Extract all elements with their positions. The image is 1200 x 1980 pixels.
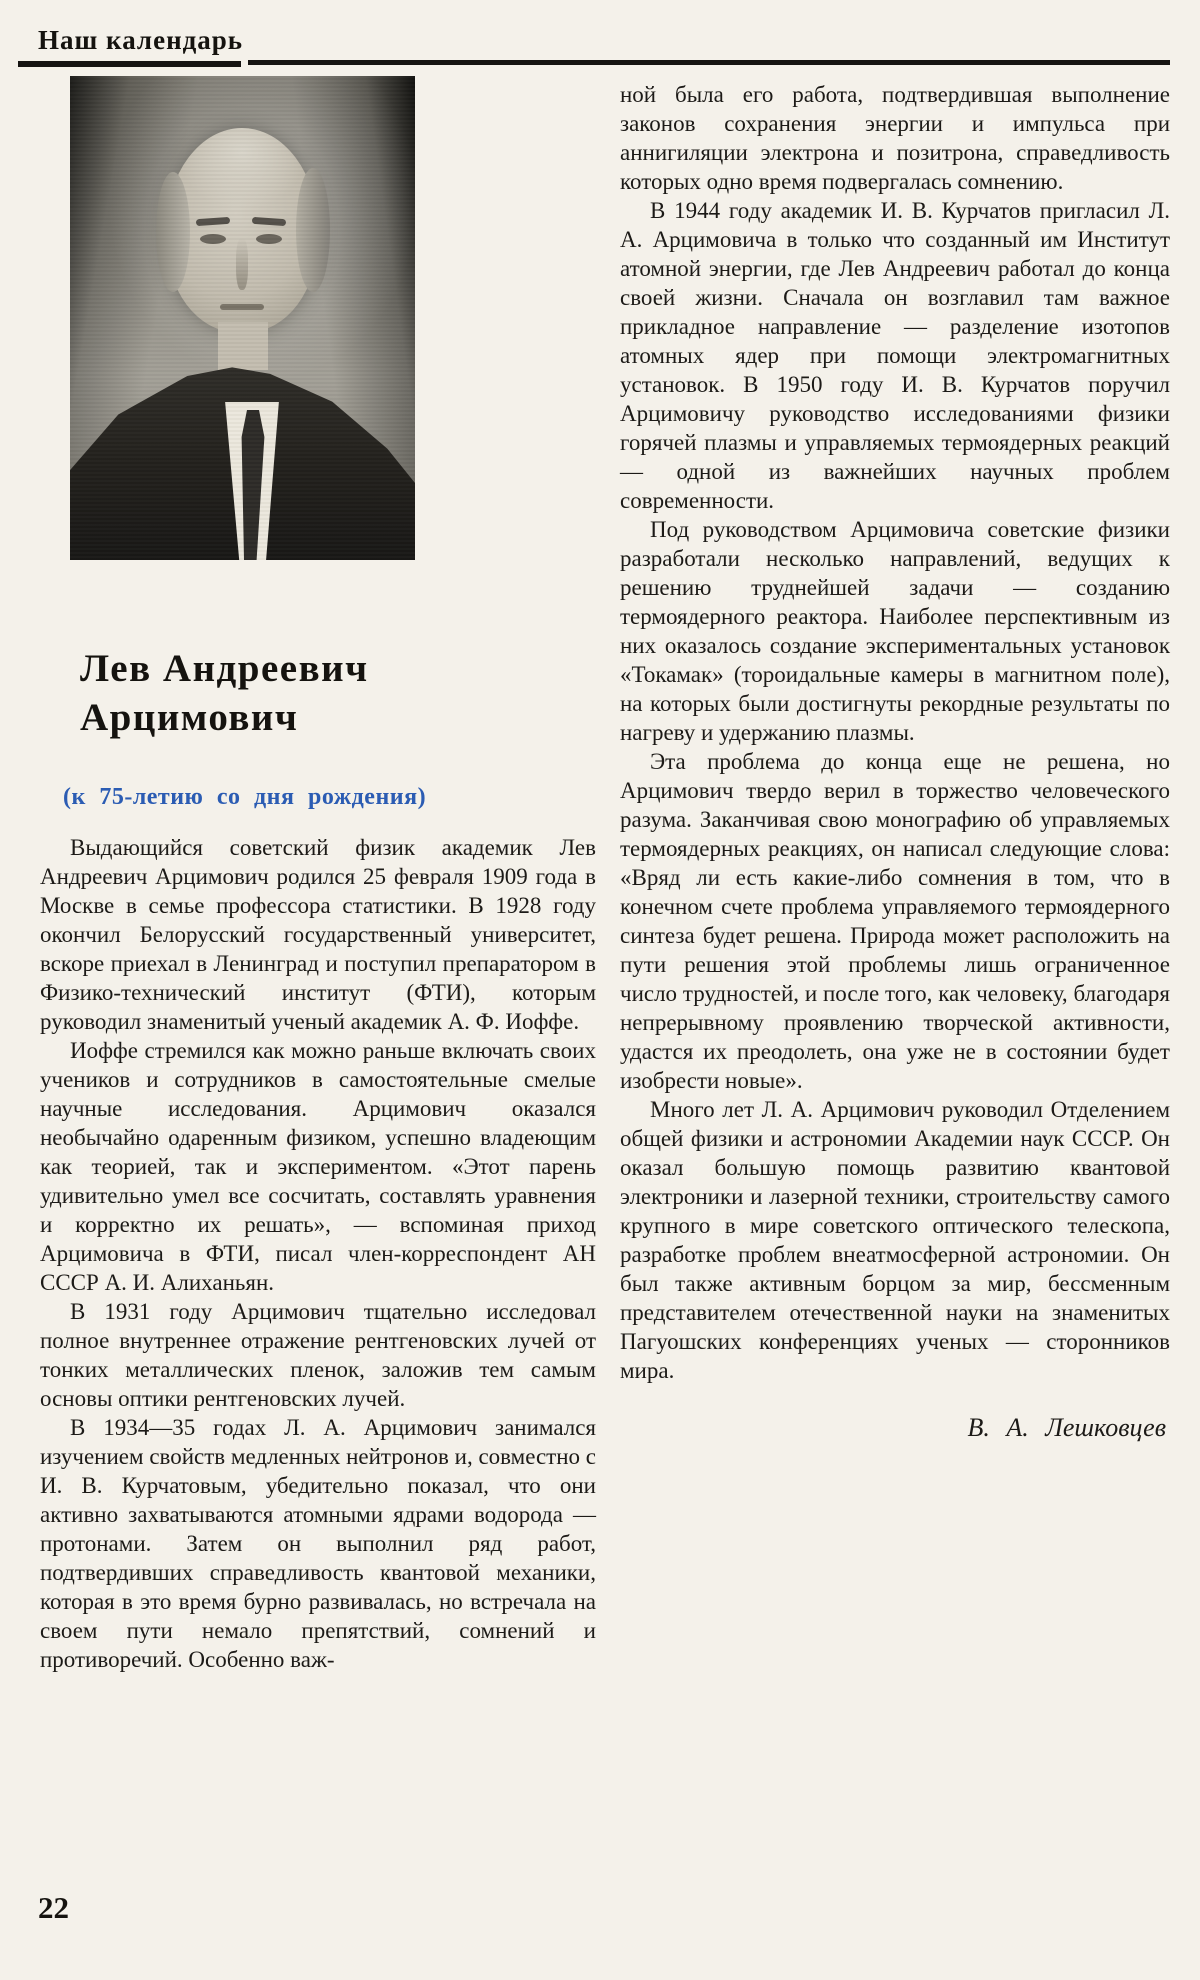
header-rule-right [248,60,1170,65]
header-rule-left [18,61,241,67]
article-title [80,644,369,742]
article-title-line1: Лев Андреевич [80,647,369,690]
paragraph: Под руководством Арцимовича советские физики разработали несколько направлений, ведущих к решению труднейшей задачи — созданию термоядерного реактора. Наиболее перспективным из них оказалось создание экспериментальных установок «Токамак» (тороидальные камеры в магнитном поле), на которых были достигнуты рекордные результаты по нагреву и удержанию плазмы. [620,517,1170,745]
paragraph: Иоффе стремился как можно раньше включать своих учеников и сотрудников в самостоятельные смелые научные исследования. Арцимович оказался необычайно одаренным физиком, успешно владеющим как теорией, так и экспериментом. «Этот парень удивительно умел все сосчитать, составлять уравнения и корректно их решать», — вспоминая приход Арцимовича в ФТИ, писал член-корреспондент АН СССР А. И. Алиханьян. [40,1038,596,1295]
article-subtitle: (к 75-летию со дня рождения) [63,784,427,810]
paragraph: Выдающийся советский физик академик Лев Андреевич Арцимович родился 25 февраля 1909 года в Москве в семье профессора статистики. В 1928 году окончил Белорусский государственный университет, вскоре приехал в Ленинград и поступил препаратором в Физико-технический институт (ФТИ), которым руководил знаменитый ученый академик А. Ф. Иоффе. [40,835,596,1034]
page-number: 22 [38,1890,69,1925]
photo-grain-texture [70,76,415,560]
paragraph: В 1931 году Арцимович тщательно исследовал полное внутреннее отражение рентгеновских лучей от тонких металлических пленок, заложив тем самым основы оптики рентгеновских лучей. [40,1299,596,1411]
section-header-label: Наш календарь [38,25,244,55]
author-signature: В. А. Лешковцев [967,1413,1166,1442]
paragraph: В 1944 году академик И. В. Курчатов пригласил Л. А. Арцимовича в только что созданный им Институт атомной энергии, где Лев Андреевич работал до конца своей жизни. Сначала он возглавил там важное прикладное направление — разделение изотопов атомных ядер при помощи электромагнитных установок. В 1950 году И. В. Курчатов поручил Арцимовичу руководство исследованиями физики горячей плазмы и управляемых термоядерных реакций — одной из важнейших научных проблем современности. [620,198,1170,513]
article-title-line2: Арцимович [80,696,299,739]
left-column [40,833,596,1674]
paragraph: Эта проблема до конца еще не решена, но Арцимович твердо верил в торжество человеческого разума. Заканчивая свою монографию об управляемых термоядерных реакциях, он написал следующие слова: «Вряд ли есть какие-либо сомнения в том, что в конечном счете проблема управляемого термоядерного синтеза будет решена. Природа может расположить на пути решения этой проблемы лишь ограниченное число трудностей, и после того, как человеку, благодаря непрерывному проявлению творческой активности, удастся их преодолеть, она уже не в состоянии будет изобрести новые». [620,749,1170,1093]
paragraph: В 1934—35 годах Л. А. Арцимович занимался изучением свойств медленных нейтронов и, совместно с И. В. Курчатовым, убедительно показал, что они активно захватываются атомными ядрами водорода — протонами. Затем он выполнил ряд работ, подтвердивших справедливость квантовой механики, которая в это время бурно развивалась, но встречала на своем пути немало препятствий, сомнений и противоречий. Особенно важ- [40,1415,596,1672]
paragraph: Много лет Л. А. Арцимович руководил Отделением общей физики и астрономии Академии наук СССР. Он оказал большую помощь развитию квантовой электроники и лазерной техники, строительству самого крупного в мире советского оптического телескопа, разработке проблем внеатмосферной астрономии. Он был также активным борцом за мир, бессменным представителем отечественной науки на знаменитых Пагуошских конференциях ученых — сторонников мира. [620,1097,1170,1383]
portrait-photo [70,76,415,560]
right-column [620,80,1170,1442]
paragraph: ной была его работа, подтвердившая выполнение законов сохранения энергии и импульса при аннигиляции электрона и позитрона, справедливость которых одно время подвергалась сомнению. [620,82,1170,194]
